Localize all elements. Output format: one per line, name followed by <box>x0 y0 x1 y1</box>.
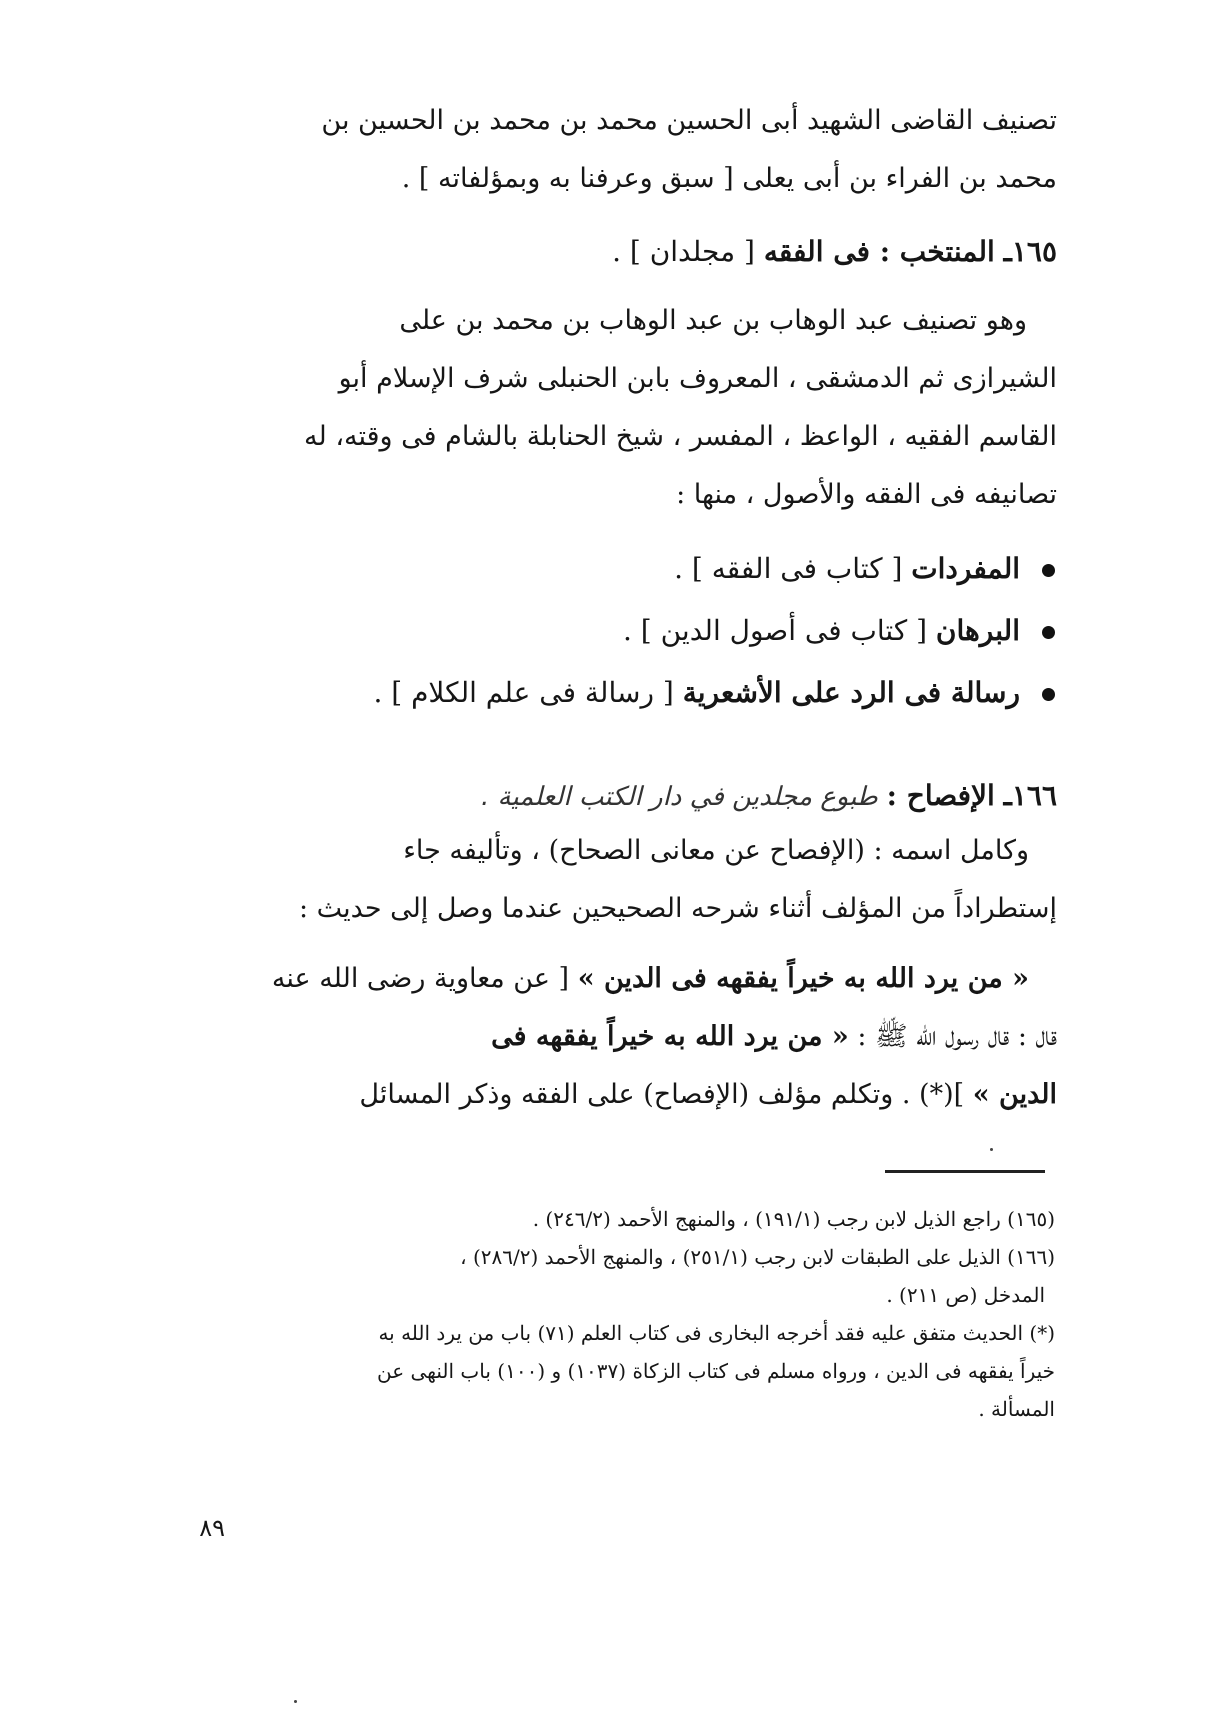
scan-speck <box>990 1148 993 1151</box>
handwritten-note: طبوع مجلدين في دار الكتب العلمية . <box>480 782 878 812</box>
scan-speck <box>294 1700 297 1703</box>
work-note: [ كتاب فى أصول الدين ] . <box>622 614 928 647</box>
text-line: تصانيفه فى الفقه والأصول ، منها : <box>676 479 1057 510</box>
bullet-icon <box>1042 564 1055 577</box>
footnote-line: المدخل (ص ٢١١) . <box>886 1283 1045 1307</box>
list-item <box>155 600 1055 662</box>
intro-paragraph <box>157 92 1057 208</box>
text-line: تصنيف القاضى الشهيد أبى الحسين محمد بن محمد بن الحسين بن <box>321 105 1057 136</box>
entry-165-body <box>157 292 1057 524</box>
entry-number: ١٦٥ـ <box>1003 235 1057 268</box>
page-number: ٨٩ <box>199 1514 225 1542</box>
list-item <box>155 538 1055 600</box>
hadith-text: الدين » <box>972 1079 1057 1110</box>
hadith-text: « من يرد الله به خيراً يفقهه فى الدين » <box>577 963 1029 994</box>
entry-note: [ مجلدان ] . <box>612 235 755 268</box>
work-note: [ كتاب فى الفقه ] . <box>674 552 903 585</box>
text-line: القاسم الفقيه ، الواعظ ، المفسر ، شيخ الحنابلة بالشام فى وقته، له <box>304 421 1057 452</box>
entry-166-heading <box>157 766 1057 827</box>
footnote-line: المسألة . <box>978 1397 1055 1421</box>
hadith-text: « من يرد الله به خيراً يفقهه فى <box>491 1021 849 1052</box>
work-title: رسالة فى الرد على الأشعرية <box>682 676 1020 709</box>
text-line: وكامل اسمه : (الإفصاح عن معانى الصحاح) ، وتأليفه جاء <box>403 835 1029 866</box>
footnotes <box>145 1200 1055 1428</box>
bullet-icon <box>1042 626 1055 639</box>
text-span: ](*) . وتكلم مؤلف (الإفصاح) على الفقه وذكر المسائل <box>359 1079 965 1110</box>
text-line <box>157 1066 1057 1124</box>
bullet-icon <box>1042 688 1055 701</box>
work-title: البرهان <box>935 614 1020 647</box>
list-item <box>155 662 1055 724</box>
text-span: قال : قال رسول الله ﷺ : <box>857 1021 1057 1052</box>
footnote-line: (١٦٥) راجع الذيل لابن رجب (١٩١/١) ، والمنهج الأحمد (٢٤٦/٢) . <box>532 1207 1055 1231</box>
entry-title: الإفصاح : <box>886 779 995 812</box>
footnote-line: خيراً يفقهه فى الدين ، ورواه مسلم فى كتاب الزكاة (١٠٣٧) و (١٠٠) باب النهى عن <box>376 1359 1055 1383</box>
text-line: الشيرازى ثم الدمشقى ، المعروف بابن الحنبلى شرف الإسلام أبو <box>338 363 1057 394</box>
text-line: إستطراداً من المؤلف أثناء شرحه الصحيحين عندما وصل إلى حديث : <box>298 893 1057 924</box>
text-span: [ عن معاوية رضى الله عنه <box>271 963 570 994</box>
entry-165-heading <box>157 222 1057 282</box>
text-line: وهو تصنيف عبد الوهاب بن عبد الوهاب بن محمد بن على <box>399 305 1027 336</box>
entry-number: ١٦٦ـ <box>1003 779 1057 812</box>
works-list <box>155 538 1055 724</box>
text-line <box>157 1008 1057 1066</box>
footnote-line: (*) الحديث متفق عليه فقد أخرجه البخارى فى كتاب العلم (٧١) باب من يرد الله به <box>378 1321 1055 1345</box>
work-note: [ رسالة فى علم الكلام ] . <box>373 676 674 709</box>
footnote-divider <box>885 1170 1045 1173</box>
text-line: محمد بن الفراء بن أبى يعلى [ سبق وعرفنا به وبمؤلفاته ] . <box>401 163 1057 194</box>
text-line <box>157 950 1057 1008</box>
entry-166-body <box>157 822 1057 1124</box>
footnote-line: (١٦٦) الذيل على الطبقات لابن رجب (٢٥١/١) ، والمنهج الأحمد (٢٨٦/٢) ، <box>460 1245 1055 1269</box>
work-title: المفردات <box>911 552 1020 585</box>
entry-title: المنتخب : فى الفقه <box>763 235 995 268</box>
